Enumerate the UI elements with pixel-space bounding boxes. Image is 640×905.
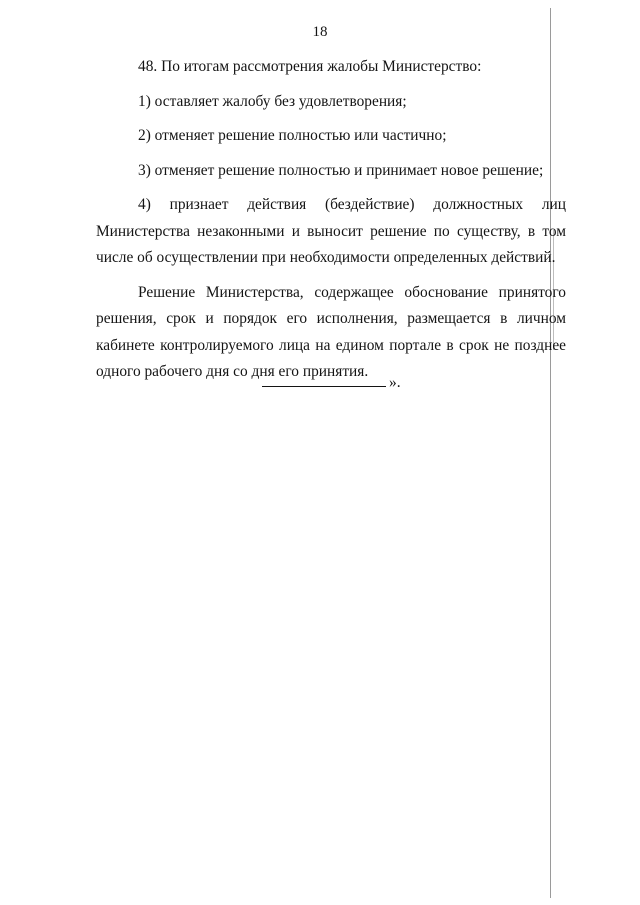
closing-rule	[262, 374, 386, 387]
closing-line	[262, 374, 401, 392]
document-body	[96, 54, 566, 386]
list-item-3: 3) отменяет решение полностью и принимает новое решение;	[138, 161, 544, 179]
page-number: 18	[312, 24, 328, 40]
list-item-1: 1) оставляет жалобу без удовлетворения;	[138, 92, 407, 110]
paragraph-48-intro: 48. По итогам рассмотрения жалобы Министерство:	[138, 58, 482, 75]
paragraph-decision: Решение Министерства, содержащее обоснование принятого решения, срок и порядок его исполнения, размещается в личном кабинете контролируемого лица на едином портале в срок не позднее одного рабочего дня со дня его принятия.	[96, 283, 566, 380]
list-item-4: 4) признает действия (бездействие) должностных лиц Министерства незаконными и выносит решение по существу, в том числе об осуществлении при необходимости определенных действий.	[96, 196, 566, 266]
closing-quote-mark: ».	[389, 374, 401, 391]
list-item-2: 2) отменяет решение полностью или частично;	[138, 127, 447, 144]
